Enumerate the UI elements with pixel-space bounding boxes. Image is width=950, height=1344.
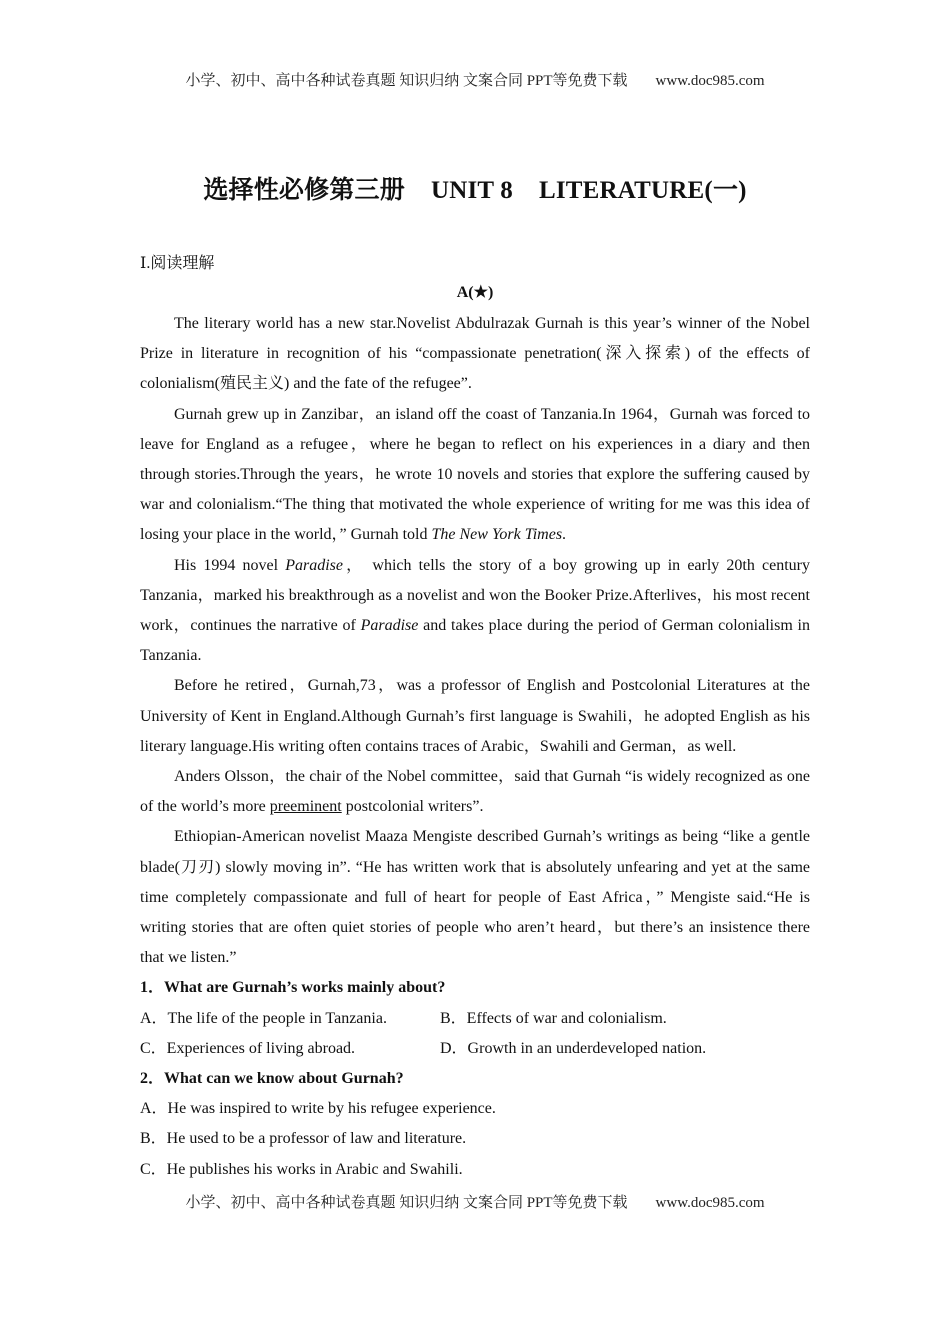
paragraph-1: The literary world has a new star.Novelist Abdulrazak Gurnah is this year’s winner of the Nobel Prize in literature in recognition of his “compassionate penetration(深入探索) of the effects of colonialism(殖民主义) and the fate of the refugee”. [140, 315, 810, 393]
title-part3: LITERATURE(一) [538, 177, 747, 204]
paragraph-5-text-a: Anders Olsson，the chair of the Nobel committee，said that Gurnah “is widely recognized as one of the world’s more [140, 768, 810, 816]
paragraph-2 [140, 400, 810, 551]
paragraph-3-text-a: His 1994 novel [174, 556, 286, 574]
question-1: 1．What are Gurnah’s works mainly about? [140, 979, 446, 997]
paragraph-3-text-b: ， which tells the story of a boy growing up in early 20th century Tanzania，marked his breakthrough as a novelist and won the Booker Prize.Afterlives，his most recent work，continues the narrative of [140, 556, 810, 635]
underlined-word: preeminent [269, 798, 342, 816]
paragraph-3-text-c: and takes place during the period of German colonialism in Tanzania. [140, 617, 810, 665]
q1-option-b: B．Effects of war and colonialism. [440, 1009, 667, 1027]
title-part1: 选择性必修第三册 [203, 177, 405, 204]
q1-option-a: A．The life of the people in Tanzania. [140, 1009, 387, 1027]
footer-text: 小学、初中、高中各种试卷真题 知识归纳 文案合同 PPT等免费下载 [185, 1195, 628, 1211]
newspaper-title: The New York Times [431, 526, 563, 544]
paragraph-2-end: . [562, 526, 567, 544]
page-footer [0, 1191, 950, 1212]
q1-option-c: C．Experiences of living abroad. [140, 1039, 356, 1057]
q2-option-c: C．He publishes his works in Arabic and Swahili. [140, 1160, 463, 1178]
q2-option-b: B．He used to be a professor of law and literature. [140, 1130, 467, 1148]
question-2: 2．What can we know about Gurnah? [140, 1070, 404, 1088]
footer-url[interactable]: www.doc985.com [655, 1195, 765, 1211]
section-label: Ⅰ.阅读理解 [140, 255, 215, 272]
passage-label: A(★) [456, 284, 494, 301]
question-1-options-row-2 [140, 1034, 810, 1064]
page-header [0, 69, 950, 90]
page-title [0, 170, 950, 206]
paragraph-2-text: Gurnah grew up in Zanzibar，an island off the coast of Tanzania.In 1964，Gurnah was forced to leave for England as a refugee，where he began to reflect on his experiences in a diary and then through stories.Through the years，he wrote 10 novels and stories that explore the suffering caused by war and colonialism.“The thing that motivated the whole experience of writing for me was this idea of losing your place in the world，” Gurnah told [140, 405, 810, 544]
paragraph-5-text-b: postcolonial writers”. [341, 798, 484, 816]
q2-option-a: A．He was inspired to write by his refugee experience. [140, 1100, 496, 1118]
paragraph-6: Ethiopian-American novelist Maaza Mengiste described Gurnah’s writings as being “like a gentle blade(刀刃) slowly moving in”. “He has written work that is absolutely unfearing and yet at the same time completely compassionate and full of heart for people of East Africa，” Mengiste said.“He is writing stories that are often quiet stories of people who aren’t heard，but there’s an insistence there that we listen.” [140, 828, 810, 967]
question-1-options-row-1 [140, 1004, 810, 1034]
header-text: 小学、初中、高中各种试卷真题 知识归纳 文案合同 PPT等免费下载 [185, 73, 628, 89]
header-url[interactable]: www.doc985.com [655, 73, 765, 89]
novel-title-2: Paradise [360, 617, 419, 635]
passage-content [140, 309, 810, 1185]
novel-title-1: Paradise [285, 556, 343, 574]
title-part2: UNIT 8 [430, 177, 513, 204]
paragraph-3 [140, 551, 810, 672]
paragraph-5 [140, 762, 810, 822]
q1-option-d: D．Growth in an underdeveloped nation. [440, 1039, 707, 1057]
paragraph-4: Before he retired，Gurnah,73，was a professor of English and Postcolonial Literatures at the University of Kent in England.Although Gurnah’s first language is Swahili，he adopted English as his literary language.His writing often contains traces of Arabic，Swahili and German，as well. [140, 677, 810, 755]
